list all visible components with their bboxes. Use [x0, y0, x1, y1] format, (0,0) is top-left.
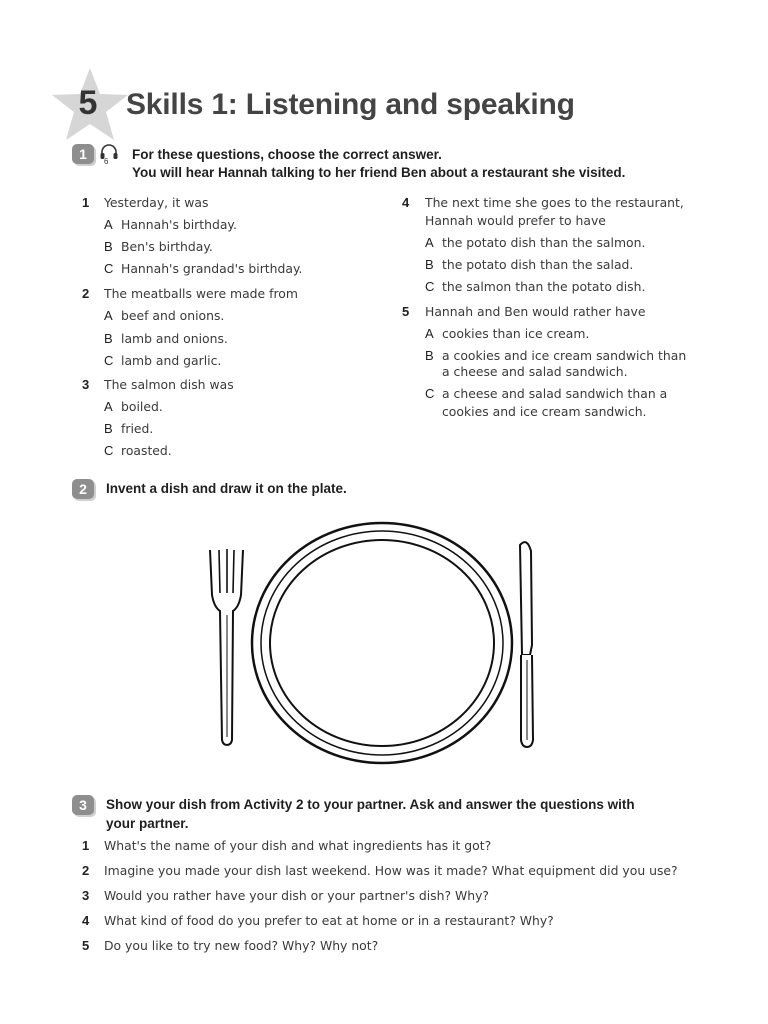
option-letter: C	[425, 279, 435, 294]
question-number: 3	[82, 888, 90, 903]
option-text: beef and onions.	[121, 308, 225, 323]
activity-3-badge: 3	[72, 795, 94, 815]
discussion-question: Do you like to try new food? Why? Why not?	[104, 938, 379, 953]
question-number: 1	[82, 838, 90, 853]
question-number: 2	[82, 286, 90, 301]
option-letter: A	[104, 308, 113, 323]
option-text: a cheese and salad sandwich.	[442, 364, 628, 379]
option-letter: B	[104, 239, 113, 254]
option-letter: B	[425, 257, 434, 272]
option-letter: A	[104, 399, 113, 414]
option-text: roasted.	[121, 443, 172, 458]
knife-icon	[520, 542, 533, 747]
activity-1-badge: 1	[72, 144, 94, 164]
activity-2-instruction: Invent a dish and draw it on the plate.	[106, 481, 347, 496]
question-stem: Yesterday, it was	[104, 195, 209, 210]
option-letter: B	[425, 348, 434, 363]
option-text: Hannah's birthday.	[121, 217, 237, 232]
option-text: lamb and onions.	[121, 331, 228, 346]
activity-1-instruction-line1: For these questions, choose the correct answer.	[132, 147, 442, 162]
activity-1-instruction-line2: You will hear Hannah talking to her friend Ben about a restaurant she visited.	[132, 165, 626, 180]
question-number: 4	[402, 195, 410, 210]
option-letter: C	[104, 443, 114, 458]
option-text: boiled.	[121, 399, 163, 414]
discussion-question: What kind of food do you prefer to eat at home or in a restaurant? Why?	[104, 913, 554, 928]
audio-track-number: 6	[104, 157, 109, 166]
discussion-question: What's the name of your dish and what ingredients has it got?	[104, 838, 492, 853]
question-stem: The salmon dish was	[104, 377, 234, 392]
question-stem: The next time she goes to the restaurant,	[425, 195, 684, 210]
plate-icon	[252, 523, 512, 763]
option-letter: C	[425, 386, 435, 401]
page-title: Skills 1: Listening and speaking	[126, 88, 575, 121]
place-setting-illustration	[200, 515, 560, 780]
option-text: lamb and garlic.	[121, 353, 222, 368]
question-stem: The meatballs were made from	[104, 286, 298, 301]
fork-icon	[210, 549, 243, 745]
headphones-icon	[98, 142, 120, 166]
question-number: 3	[82, 377, 90, 392]
option-text: fried.	[121, 421, 154, 436]
option-letter: A	[104, 217, 113, 232]
option-letter: C	[104, 261, 114, 276]
activity-3-instruction-line1: Show your dish from Activity 2 to your partner. Ask and answer the questions with	[106, 797, 635, 812]
option-text: a cookies and ice cream sandwich than	[442, 348, 687, 363]
question-number: 5	[402, 304, 410, 319]
option-text: the potato dish than the salad.	[442, 257, 634, 272]
option-text: a cheese and salad sandwich than a	[442, 386, 668, 401]
question-number: 4	[82, 913, 90, 928]
question-stem: Hannah would prefer to have	[425, 213, 606, 228]
unit-number: 5	[78, 84, 98, 122]
option-text: the potato dish than the salmon.	[442, 235, 646, 250]
option-text: cookies than ice cream.	[442, 326, 590, 341]
option-letter: A	[425, 326, 434, 341]
question-number: 5	[82, 938, 90, 953]
option-letter: C	[104, 353, 114, 368]
option-text: Hannah's grandad's birthday.	[121, 261, 303, 276]
activity-3-instruction-line2: your partner.	[106, 816, 189, 831]
option-text: Ben's birthday.	[121, 239, 213, 254]
discussion-question: Imagine you made your dish last weekend. How was it made? What equipment did you use?	[104, 863, 678, 878]
option-letter: B	[104, 421, 113, 436]
question-stem: Hannah and Ben would rather have	[425, 304, 646, 319]
discussion-question: Would you rather have your dish or your partner's dish? Why?	[104, 888, 489, 903]
activity-2-badge: 2	[72, 479, 94, 499]
option-letter: A	[425, 235, 434, 250]
option-text: cookies and ice cream sandwich.	[442, 404, 647, 419]
option-letter: B	[104, 331, 113, 346]
option-text: the salmon than the potato dish.	[442, 279, 646, 294]
question-number: 1	[82, 195, 90, 210]
question-number: 2	[82, 863, 90, 878]
